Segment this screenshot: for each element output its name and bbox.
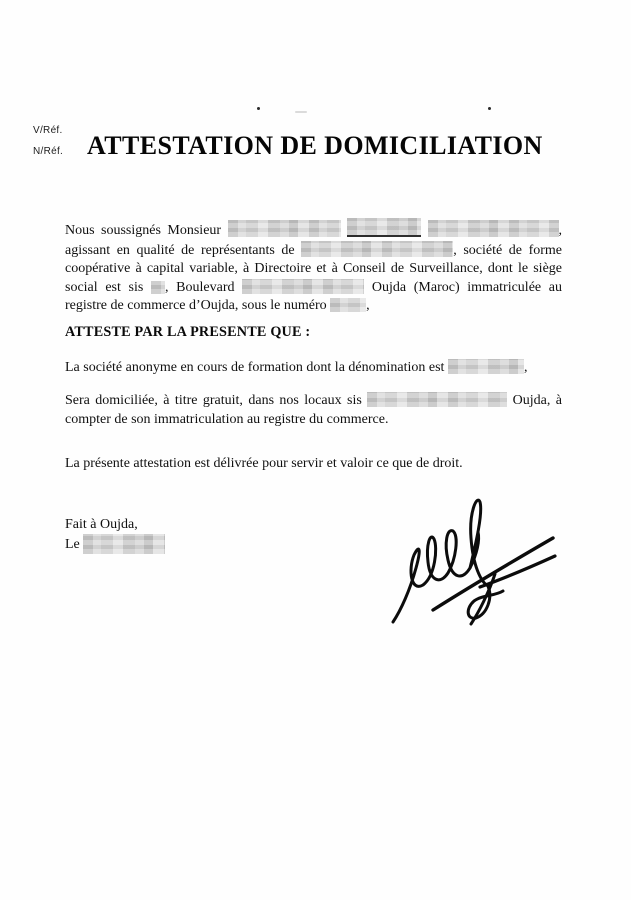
- signature-image: [383, 488, 561, 630]
- intro-line-3: coopérative à capital variable, à Directoire et à Conseil de Surveillance, dont le siège: [65, 261, 562, 277]
- redacted-company-name: [301, 241, 453, 257]
- redacted-name-part1: [228, 220, 341, 237]
- redacted-local-address: [367, 392, 507, 407]
- domiciliation-line-1-text: Sera domiciliée, à titre gratuit, dans nos locaux sis: [65, 393, 362, 408]
- intro-line-4: [65, 279, 562, 298]
- closing-place: Fait à Oujda,: [65, 517, 138, 532]
- redacted-name-part2: [347, 218, 421, 237]
- denomination-paragraph: [65, 359, 562, 378]
- validity-paragraph: La présente attestation est délivrée pour servir et valoir ce que de droit.: [65, 456, 463, 471]
- redacted-name-part3: [428, 220, 559, 237]
- intro-line-1-comma: ,: [558, 223, 563, 238]
- redacted-address-number: [151, 281, 165, 294]
- intro-line-1-text: Nous soussignés Monsieur: [65, 223, 222, 238]
- intro-line-4-text: social est sis: [65, 279, 144, 295]
- redacted-rc-number: [330, 298, 366, 312]
- domiciliation-line-1: [65, 392, 562, 411]
- intro-line-5-text: registre de commerce d’Oujda, sous le numéro: [65, 298, 327, 314]
- redacted-boulevard-name: [242, 279, 364, 294]
- scan-speck: [488, 107, 491, 110]
- denomination-text: La société anonyme en cours de formation dont la dénomination est: [65, 360, 445, 375]
- reference-block: [33, 120, 63, 162]
- intro-line-2-text: agissant en qualité de représentants de: [65, 242, 295, 258]
- redacted-denomination: [448, 359, 524, 374]
- domiciliation-line-1-tail: Oujda, à: [512, 393, 563, 408]
- signature-descender-stroke: [468, 586, 503, 618]
- intro-line-4-mid: , Boulevard: [165, 279, 235, 295]
- signature-cross-line-1: [433, 538, 553, 610]
- denomination-comma: ,: [523, 360, 528, 375]
- redacted-date: [83, 534, 165, 554]
- domiciliation-line-2: compter de son immatriculation au registre du commerce.: [65, 411, 389, 427]
- nref-label: N/Réf.: [33, 146, 64, 157]
- domiciliation-paragraph: [65, 392, 562, 429]
- document-title: ATTESTATION DE DOMICILIATION: [87, 131, 543, 160]
- vref-label: V/Réf.: [33, 125, 63, 136]
- scan-smudge: [295, 111, 307, 113]
- intro-line-2-tail: , société de forme: [453, 242, 563, 258]
- intro-line-5-comma: ,: [366, 298, 370, 314]
- attestation-heading: ATTESTE PAR LA PRESENTE QUE :: [65, 324, 311, 340]
- scan-speck: [257, 107, 260, 110]
- intro-line-4-tail: Oujda (Maroc) immatriculée au: [371, 279, 563, 295]
- intro-line-2: [65, 241, 562, 261]
- intro-line-1: [65, 218, 562, 241]
- intro-paragraph: [65, 218, 562, 316]
- closing-date-prefix: Le: [65, 537, 80, 552]
- intro-line-5: [65, 297, 562, 316]
